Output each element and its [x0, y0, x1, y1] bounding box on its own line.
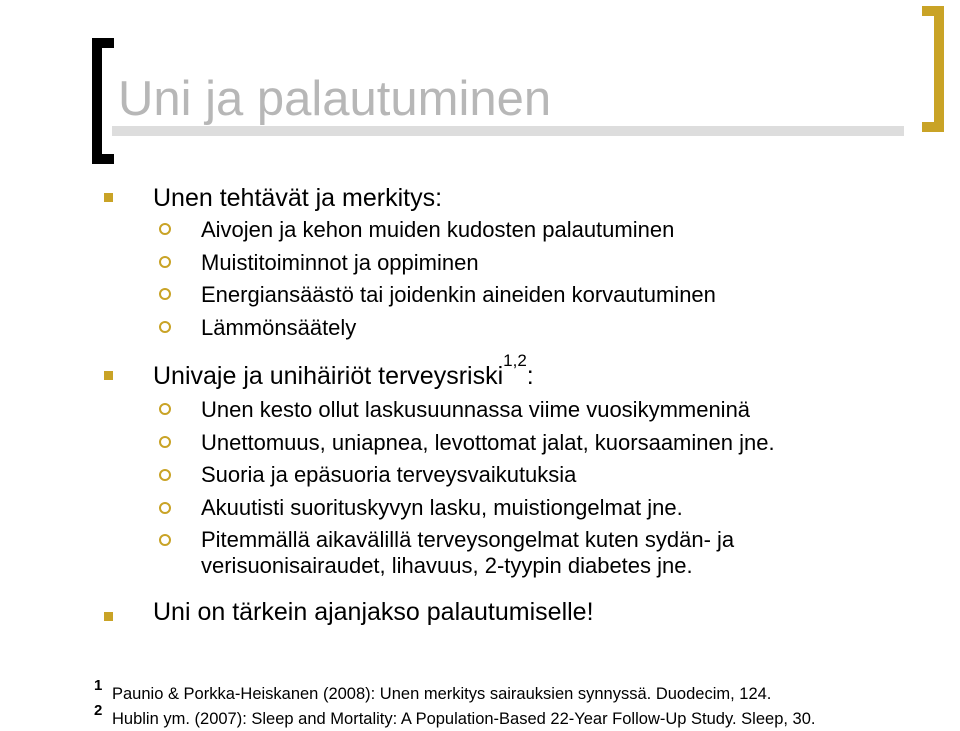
list-item: Energiansäästö tai joidenkin aineiden korvautuminen [201, 282, 716, 307]
square-bullet-icon [104, 612, 113, 621]
list-item-continuation: verisuonisairaudet, lihavuus, 2-tyypin diabetes jne. [201, 553, 693, 578]
ring-bullet-icon [159, 288, 171, 300]
ring-bullet-icon [159, 502, 171, 514]
list-item: Lämmönsäätely [201, 315, 357, 340]
list-item: Aivojen ja kehon muiden kudosten palautuminen [201, 217, 675, 242]
reference-superscript: 1,2 [503, 351, 527, 370]
section-heading-tasks: Unen tehtävät ja merkitys: [153, 184, 443, 212]
heading-colon: : [526, 362, 534, 390]
square-bullet-icon [104, 193, 113, 202]
footnote-text: Hublin ym. (2007): Sleep and Mortality: A Population-Based 22-Year Follow-Up Study. Sleep, 30. [112, 710, 816, 728]
list-item: Akuutisti suorituskyvyn lasku, muistiongelmat jne. [201, 495, 683, 520]
footnote-number: 2 [94, 702, 103, 719]
title-underline [112, 126, 904, 136]
ring-bullet-icon [159, 534, 171, 546]
heading-text: Univaje ja unihäiriöt terveysriski [153, 362, 504, 390]
list-item: Unen kesto ollut laskusuunnassa viime vuosikymmeninä [201, 397, 751, 422]
ring-bullet-icon [159, 256, 171, 268]
section-heading-health-risk [153, 351, 534, 390]
ring-bullet-icon [159, 403, 171, 415]
square-bullet-icon [104, 371, 113, 380]
footnote-number: 1 [94, 677, 103, 694]
left-bracket-decoration [92, 38, 114, 164]
list-item: Pitemmällä aikavälillä terveysongelmat kuten sydän- ja [201, 527, 735, 552]
list-item: Unettomuus, uniapnea, levottomat jalat, kuorsaaminen jne. [201, 430, 775, 455]
section-heading-conclusion: Uni on tärkein ajanjakso palautumiselle! [153, 598, 594, 626]
footnote-text: Paunio & Porkka-Heiskanen (2008): Unen merkitys sairauksien synnyssä. Duodecim, 124. [112, 685, 772, 703]
slide-title: Uni ja palautuminen [118, 72, 552, 126]
list-item: Muistitoiminnot ja oppiminen [201, 250, 479, 275]
ring-bullet-icon [159, 436, 171, 448]
ring-bullet-icon [159, 469, 171, 481]
ring-bullet-icon [159, 223, 171, 235]
ring-bullet-icon [159, 321, 171, 333]
list-item: Suoria ja epäsuoria terveysvaikutuksia [201, 462, 577, 487]
right-bracket-decoration [922, 6, 944, 132]
